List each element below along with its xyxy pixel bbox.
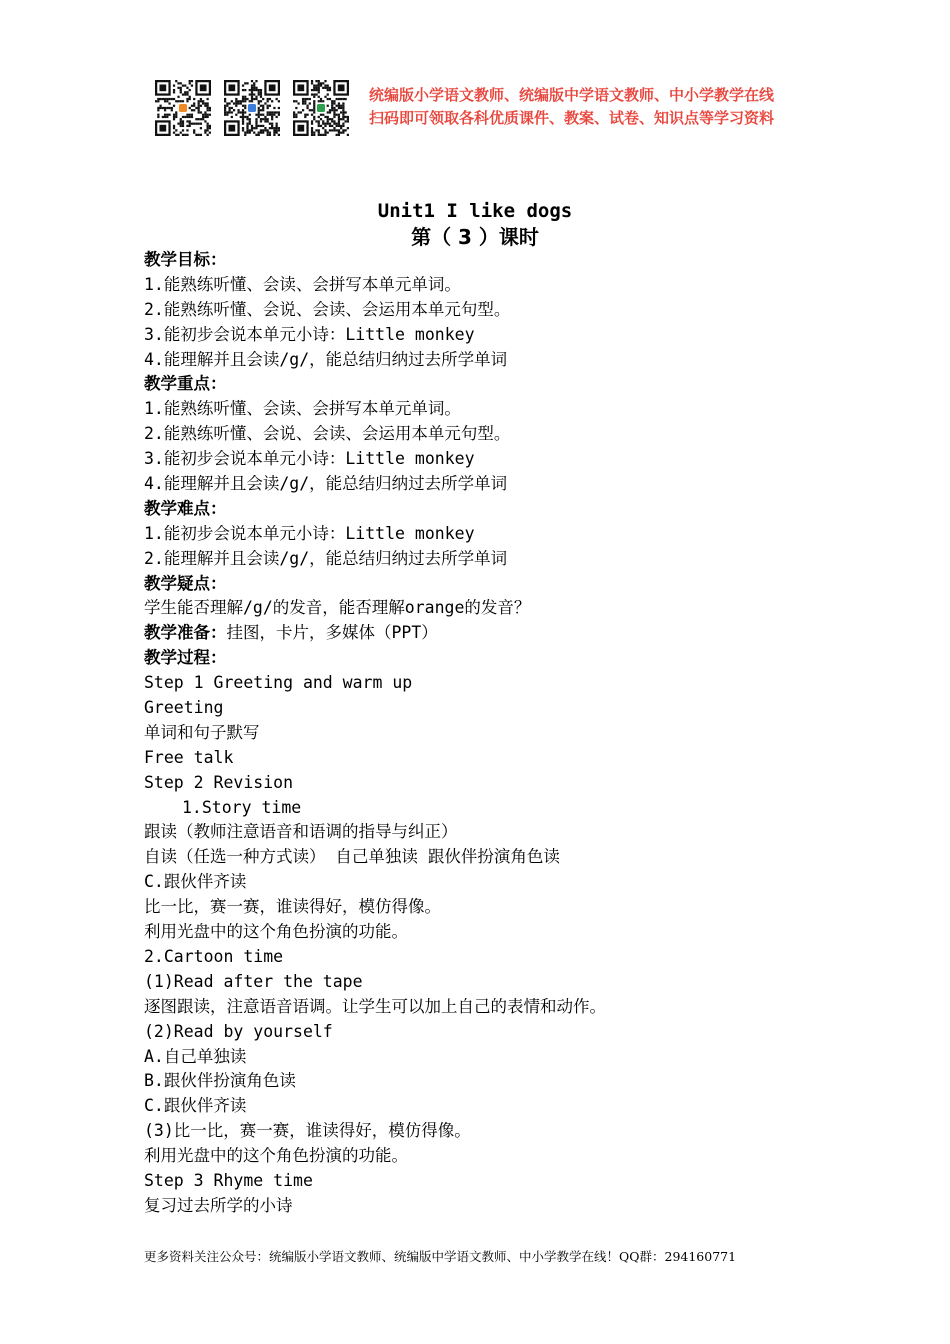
section-label: 教学准备： <box>144 623 227 643</box>
text-line: A.自己单独读 <box>144 1046 247 1066</box>
promo-text <box>369 84 774 130</box>
text-line: Free talk <box>144 747 234 767</box>
text-line: Step 1 Greeting and warm up <box>144 673 413 693</box>
text-line-indented: 1.Story time <box>182 797 302 817</box>
text-line: 单词和句子默写 <box>144 722 260 742</box>
text-line: 学生能否理解/g/的发音，能否理解orange的发音？ <box>144 598 531 618</box>
text-line: Greeting <box>144 698 224 718</box>
qr-logo-icon <box>248 104 256 112</box>
section-heading: 教学过程： <box>144 648 227 668</box>
text-line: 复习过去所学的小诗 <box>144 1195 293 1215</box>
lesson-plan-body <box>144 248 844 1219</box>
qr-code-3 <box>293 80 349 136</box>
promo-line-2: 扫码即可领取各科优质课件、教案、试卷、知识点等学习资料 <box>369 109 775 127</box>
footer-note: 更多资料关注公众号：统编版小学语文教师、统编版中学语文教师、中小学教学在线！QQ群：294160771 <box>144 1249 737 1264</box>
header-banner <box>155 78 805 140</box>
text-line: 逐图跟读，注意语音语调。让学生可以加上自己的表情和动作。 <box>144 996 606 1016</box>
qr-code-1 <box>155 80 211 136</box>
text-line: 2.能理解并且会读/g/，能总结归纳过去所学单词 <box>144 548 508 568</box>
text-line: 3.能初步会说本单元小诗：Little monkey <box>144 449 475 469</box>
section-heading: 教学重点： <box>144 374 227 394</box>
lesson-number: 第（ 3 ）课时 <box>411 225 539 249</box>
text-line: (1)Read after the tape <box>144 971 363 991</box>
qr-code-graphic <box>293 80 349 136</box>
text-line: 利用光盘中的这个角色扮演的功能。 <box>144 1146 408 1166</box>
text-line: 2.能熟练听懂、会说、会读、会运用本单元句型。 <box>144 299 511 319</box>
text-line: 自读（任选一种方式读） 自己单独读 跟伙伴扮演角色读 <box>144 847 560 867</box>
promo-line-1: 统编版小学语文教师、统编版中学语文教师、中小学教学在线 <box>369 86 775 104</box>
text-line: 2.Cartoon time <box>144 946 284 966</box>
section-heading-inline <box>144 621 844 646</box>
qr-logo-icon <box>179 104 187 112</box>
text-line: 1.能熟练听懂、会读、会拼写本单元单词。 <box>144 274 461 294</box>
section-heading: 教学目标： <box>144 250 227 269</box>
text-line: (3)比一比，赛一赛，谁读得好，模仿得像。 <box>144 1121 471 1141</box>
qr-code-graphic <box>155 80 211 136</box>
text-line: 4.能理解并且会读/g/，能总结归纳过去所学单词 <box>144 349 508 369</box>
text-line: Step 2 Revision <box>144 772 294 792</box>
document-title: Unit1 I like dogs <box>377 200 573 222</box>
text-line: 1.能熟练听懂、会读、会拼写本单元单词。 <box>144 399 461 419</box>
text-line: B.跟伙伴扮演角色读 <box>144 1071 296 1091</box>
text-line: Step 3 Rhyme time <box>144 1170 313 1190</box>
section-heading: 教学难点： <box>144 498 227 518</box>
qr-code-graphic <box>224 80 280 136</box>
qr-logo-icon <box>317 104 325 112</box>
text-line: 跟读（教师注意语音和语调的指导与纠正） <box>144 822 458 842</box>
section-heading: 教学疑点： <box>144 573 227 593</box>
text-line: C.跟伙伴齐读 <box>144 1096 247 1116</box>
text-line: 利用光盘中的这个角色扮演的功能。 <box>144 922 408 942</box>
text-line: 比一比，赛一赛，谁读得好，模仿得像。 <box>144 897 441 917</box>
section-value: 挂图，卡片，多媒体（PPT） <box>226 623 438 643</box>
text-line: 3.能初步会说本单元小诗：Little monkey <box>144 324 475 344</box>
text-line: 2.能熟练听懂、会说、会读、会运用本单元句型。 <box>144 424 511 444</box>
text-line: 1.能初步会说本单元小诗：Little monkey <box>144 523 475 543</box>
text-line: (2)Read by yourself <box>144 1021 333 1041</box>
text-line: C.跟伙伴齐读 <box>144 872 247 892</box>
qr-code-2 <box>224 80 280 136</box>
text-line: 4.能理解并且会读/g/，能总结归纳过去所学单词 <box>144 474 508 494</box>
